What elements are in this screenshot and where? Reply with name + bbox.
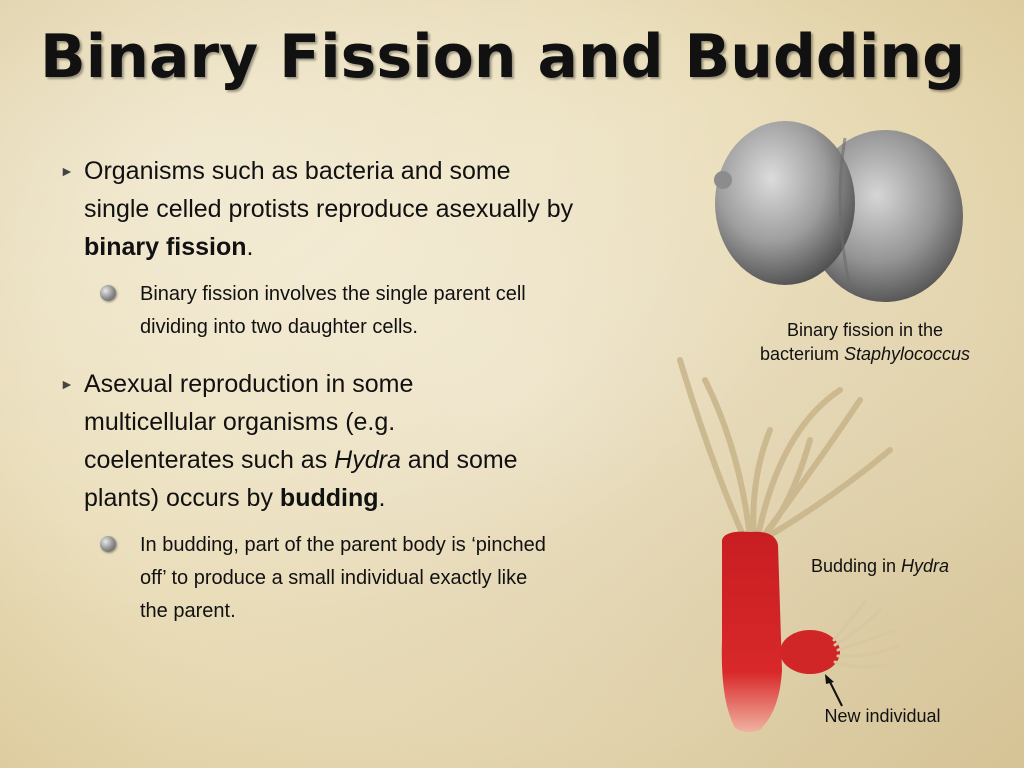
hydra-bud	[780, 630, 840, 674]
hydra-body	[722, 532, 782, 732]
subbullet-binary-fission	[140, 278, 580, 344]
caption-line-1: Binary fission in the	[786, 320, 944, 340]
round-bullet-icon	[100, 285, 116, 301]
slide-title: Binary Fission and Budding	[40, 22, 966, 92]
triangle-bullet-icon: ►	[60, 163, 74, 179]
bullet-text-end: .	[246, 233, 254, 261]
bullet-bold-term: budding	[279, 484, 379, 512]
round-bullet-icon	[100, 536, 116, 552]
caption-new-individual: New individual	[824, 706, 941, 726]
subbullet-text: In budding, part of the parent body is ‘pinched off’ to produce a small individual exactly like the parent.	[140, 534, 546, 622]
arrow-icon	[820, 672, 850, 708]
triangle-bullet-icon: ►	[60, 376, 74, 392]
bullet-text-end: .	[378, 484, 386, 512]
bullet-text: Asexual reproduction in some multicellular organisms (e.g. coelenterates such as	[84, 370, 414, 474]
bullet-budding	[60, 365, 524, 517]
bullet-text: and some plants) occurs by	[84, 446, 518, 512]
bullet-italic-term: Hydra	[334, 446, 401, 474]
staphylococcus-image	[705, 108, 970, 313]
hydra-image	[650, 340, 940, 740]
bullet-bold-term: binary fission	[84, 233, 247, 261]
subbullet-budding	[140, 529, 560, 628]
caption-budding: Budding in Hydra	[810, 556, 950, 576]
caption-line-2: bacterium Staphylococcus	[759, 344, 971, 364]
daughter-cell-left	[715, 121, 855, 285]
subbullet-text: Binary fission involves the single parent cell dividing into two daughter cells.	[140, 283, 526, 338]
bullet-binary-fission	[60, 152, 574, 266]
bullet-text: Organisms such as bacteria and some single celled protists reproduce asexually by	[84, 157, 574, 223]
